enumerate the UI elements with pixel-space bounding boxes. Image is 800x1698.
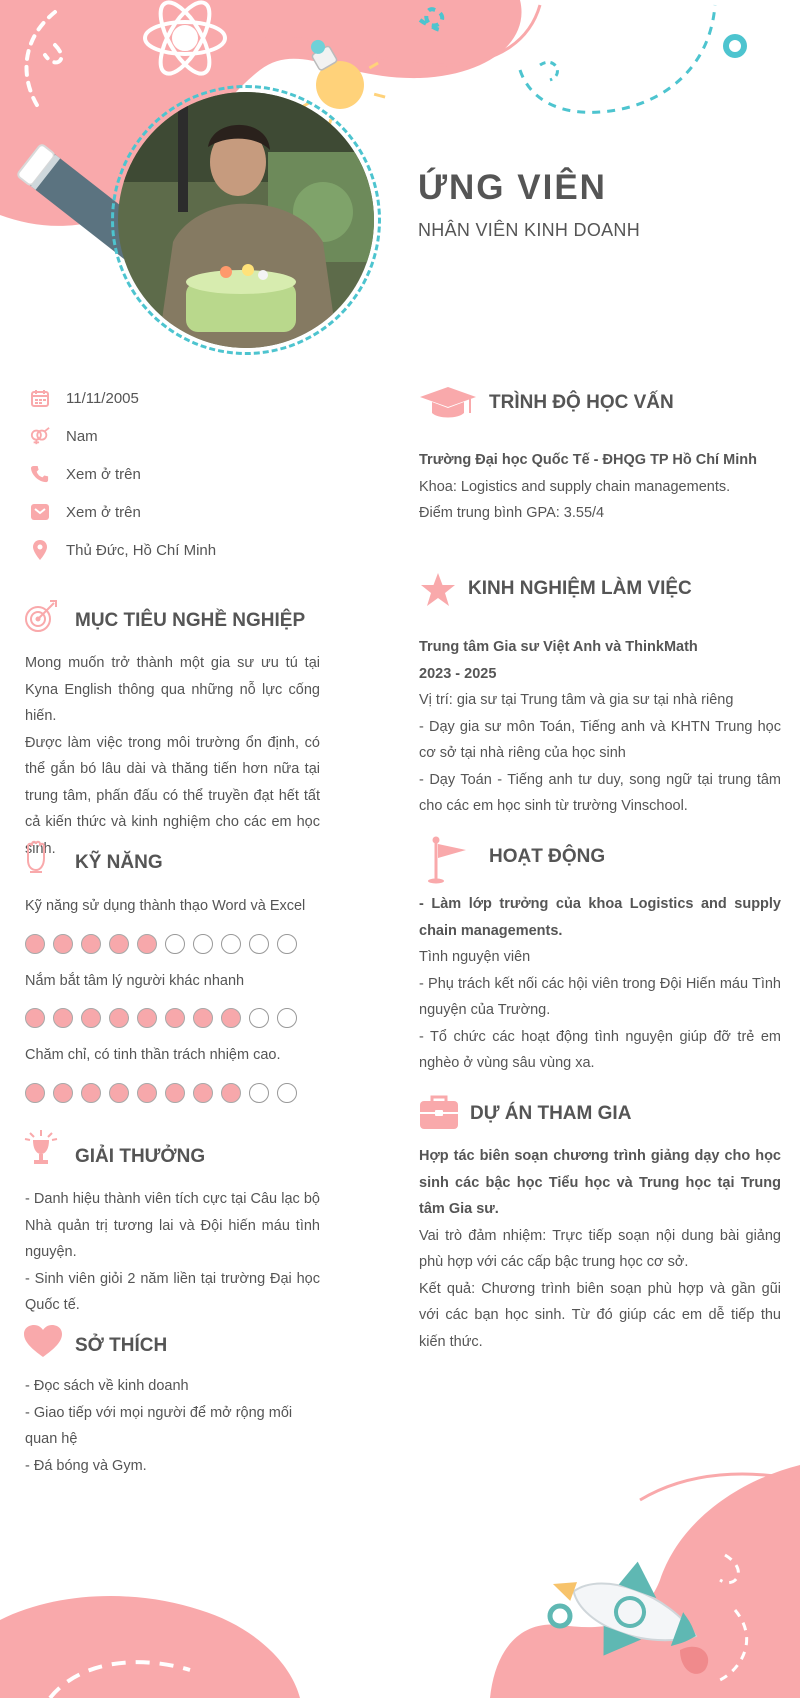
skill-dot-filled [137, 1083, 157, 1103]
education-details [419, 447, 779, 527]
graduation-cap-icon [420, 385, 476, 423]
skill-dot-filled [25, 1083, 45, 1103]
phone-icon [30, 464, 50, 484]
candidate-role: NHÂN VIÊN KINH DOANH [418, 220, 641, 240]
skill-dot-empty [221, 934, 241, 954]
briefcase-icon [420, 1095, 458, 1131]
skill-rating-3 [25, 1083, 297, 1103]
experience-period: 2023 - 2025 [419, 665, 497, 682]
contact-gender [30, 425, 98, 447]
phone-text: Xem ở trên [66, 465, 141, 483]
skill-dot-filled [137, 934, 157, 954]
skill-rating-2 [25, 1008, 297, 1028]
gender-text: Nam [66, 427, 98, 445]
skill-dot-filled [221, 1083, 241, 1103]
awards-paragraph-2: - Sinh viên giỏi 2 năm liền tại trường Đại học Quốc tế. [25, 1270, 320, 1313]
projects-details [419, 1143, 781, 1355]
skill-dot-filled [165, 1083, 185, 1103]
skill-dot-filled [193, 1083, 213, 1103]
awards-text [25, 1186, 320, 1319]
skill-dot-empty [249, 934, 269, 954]
awards-title: GIẢI THƯỞNG [75, 1146, 206, 1167]
objective-paragraph-1: Mong muốn trở thành một gia sư ưu tú tại Kyna English thông qua những nỗ lực cống hiến. [25, 655, 320, 724]
gender-icon [30, 426, 50, 446]
star-icon [420, 572, 456, 608]
hobbies-text [25, 1373, 320, 1479]
target-icon [24, 599, 58, 633]
hobbies-title: SỞ THÍCH [75, 1335, 168, 1356]
location-icon [30, 540, 50, 560]
education-major: Khoa: Logistics and supply chain managements. [419, 478, 731, 495]
contact-location [30, 539, 217, 561]
objective-text [25, 650, 320, 862]
projects-headline: Hợp tác biên soạn chương trình giảng dạy cho học sinh các bậc học Tiểu học và Trung học tại Trung tâm Gia sư. [419, 1148, 781, 1217]
raised-fist-icon [24, 840, 50, 874]
awards-paragraph-1: - Danh hiệu thành viên tích cực tại Câu lạc bộ Nhà quản trị tương lai và Đội hiến máu tình nguyện. [25, 1191, 320, 1260]
experience-duty-1: - Dạy gia sư môn Toán, Tiếng anh và KHTN Trung học cơ sở tại nhà riêng của học sinh [419, 718, 781, 761]
skill-dot-filled [165, 1008, 185, 1028]
hobby-2: - Giao tiếp với mọi người để mở rộng mối quan hệ [25, 1404, 293, 1447]
flag-icon [424, 836, 472, 884]
skill-dot-empty [165, 934, 185, 954]
projects-title: DỰ ÁN THAM GIA [470, 1103, 632, 1124]
skill-dot-filled [25, 1008, 45, 1028]
skill-rating-1 [25, 934, 297, 954]
experience-company: Trung tâm Gia sư Việt Anh và ThinkMath [419, 639, 698, 655]
objective-title: MỤC TIÊU NGHỀ NGHIỆP [75, 610, 306, 631]
skill-dot-filled [109, 1083, 129, 1103]
contact-email [30, 501, 141, 523]
skill-dot-filled [137, 1008, 157, 1028]
skill-dot-empty [249, 1083, 269, 1103]
education-gpa: Điểm trung bình GPA: 3.55/4 [419, 505, 605, 521]
skill-dot-filled [53, 1083, 73, 1103]
experience-duty-2: - Dạy Toán - Tiếng anh tư duy, song ngữ tại trung tâm cho các em học sinh từ trường Vinschool. [419, 771, 781, 814]
calendar-icon [30, 388, 50, 408]
skill-dot-filled [221, 1008, 241, 1028]
skill-dot-filled [109, 934, 129, 954]
birthday-text: 11/11/2005 [66, 389, 139, 407]
activities-subtitle: Tình nguyện viên [419, 949, 531, 965]
skill-dot-filled [25, 934, 45, 954]
skill-dot-empty [249, 1008, 269, 1028]
trophy-icon [24, 1128, 58, 1168]
activities-detail-2: - Tổ chức các hoạt động tình nguyện giúp đỡ trẻ em nghèo ở vùng sâu vùng xa. [419, 1028, 781, 1071]
skill-dot-empty [277, 1008, 297, 1028]
education-title: TRÌNH ĐỘ HỌC VẤN [489, 392, 674, 413]
skill-label-2: Nắm bắt tâm lý người khác nhanh [25, 973, 245, 989]
skill-dot-filled [53, 934, 73, 954]
skill-dot-filled [193, 1008, 213, 1028]
skill-dot-filled [109, 1008, 129, 1028]
email-icon [30, 502, 50, 522]
activities-headline: - Làm lớp trưởng của khoa Logistics and supply chain managements. [419, 896, 781, 939]
experience-details [419, 634, 781, 820]
skill-label-3: Chăm chỉ, có tinh thần trách nhiệm cao. [25, 1047, 281, 1063]
candidate-name: ỨNG VIÊN [418, 168, 607, 207]
activities-details [419, 891, 781, 1077]
experience-position: Vị trí: gia sư tại Trung tâm và gia sư tại nhà riêng [419, 692, 734, 708]
projects-role: Vai trò đảm nhiệm: Trực tiếp soạn nội dung bài giảng phù hợp với các cấp bậc trung học cơ sở. [419, 1227, 781, 1270]
experience-title: KINH NGHIỆM LÀM VIỆC [468, 578, 692, 599]
skill-dot-filled [53, 1008, 73, 1028]
skill-label-1: Kỹ năng sử dụng thành thạo Word và Excel [25, 898, 306, 914]
skill-dot-empty [277, 1083, 297, 1103]
skill-dot-filled [81, 1008, 101, 1028]
skill-dot-empty [277, 934, 297, 954]
objective-paragraph-2: Được làm việc trong môi trường ổn định, có thể gắn bó lâu dài và thăng tiến hơn nữa tại trung tâm, phấn đấu có thể truyền đạt hết tất cả kiến thức và kinh nghiệm cho các em học sinh. [25, 734, 320, 857]
activities-detail-1: - Phụ trách kết nối các hội viên trong Đội Hiến máu Tình nguyện của Trường. [419, 975, 781, 1018]
skills-title: KỸ NĂNG [75, 852, 163, 873]
skill-dot-empty [193, 934, 213, 954]
hobby-3: - Đá bóng và Gym. [25, 1457, 147, 1474]
hobby-1: - Đọc sách về kinh doanh [25, 1378, 189, 1394]
profile-photo [118, 92, 374, 348]
heart-icon [24, 1325, 62, 1359]
projects-result: Kết quả: Chương trình biên soạn phù hợp và gần gũi với các bạn học sinh. Từ đó giúp các em dễ tiếp thu kiến thức. [419, 1280, 781, 1350]
education-school: Trường Đại học Quốc Tế - ĐHQG TP Hồ Chí Minh [419, 452, 757, 468]
skill-dot-filled [81, 1083, 101, 1103]
contact-phone [30, 463, 141, 485]
email-text: Xem ở trên [66, 503, 141, 521]
contact-birthday [30, 387, 139, 409]
activities-title: HOẠT ĐỘNG [489, 846, 606, 867]
skill-dot-filled [81, 934, 101, 954]
location-text: Thủ Đức, Hồ Chí Minh [66, 541, 217, 559]
